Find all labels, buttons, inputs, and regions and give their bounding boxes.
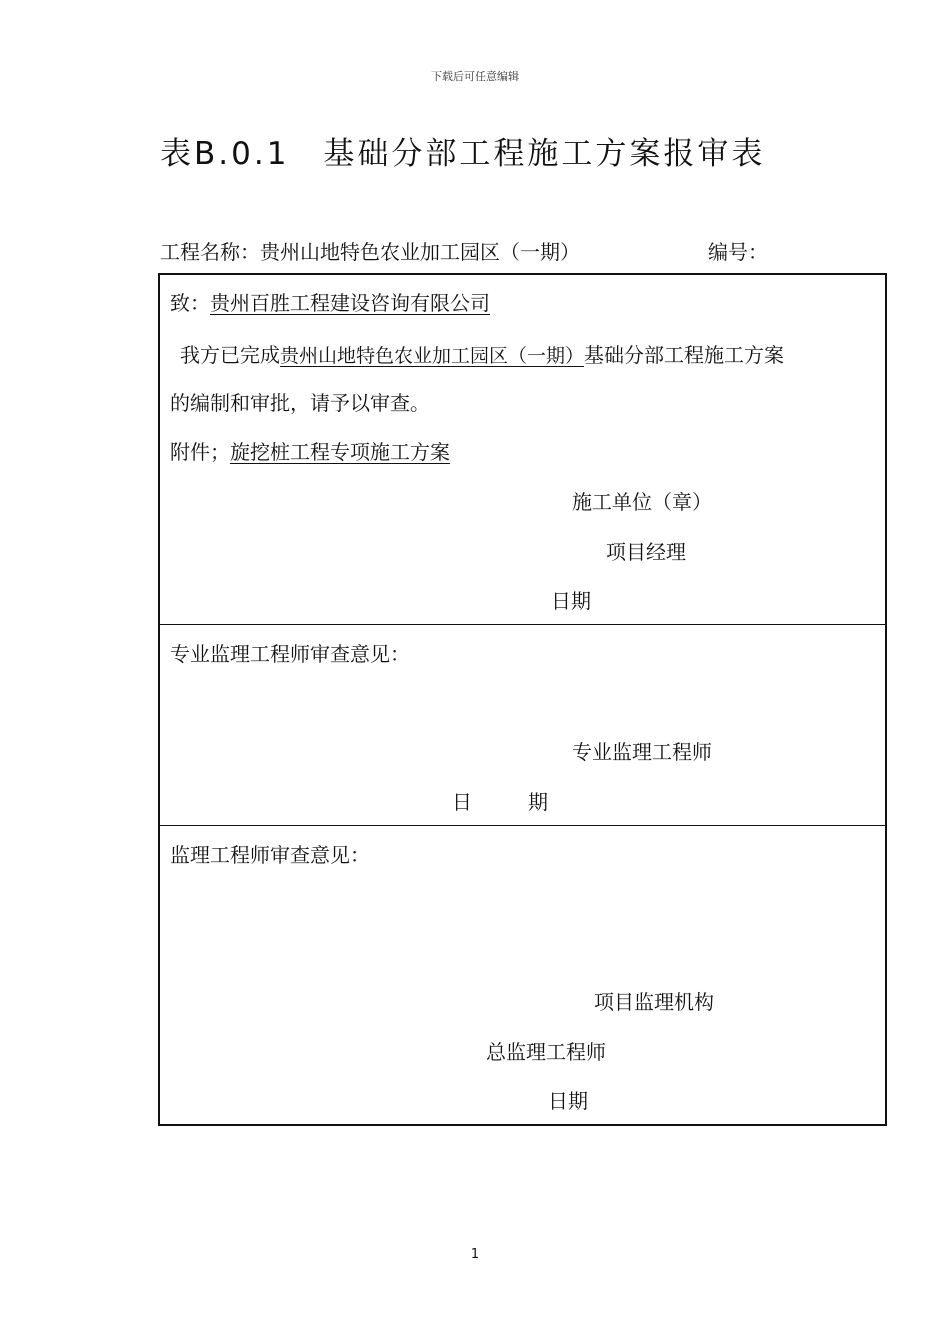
- submission-section: [160, 275, 885, 625]
- supervisor-review-section: [160, 826, 885, 1126]
- specialist-date-period: 期: [528, 790, 548, 814]
- addressee-value: 贵州百胜工程建设咨询有限公司: [210, 291, 490, 315]
- contractor-seal-label: 施工单位（章）: [572, 490, 712, 514]
- submission-date-label: 日期: [551, 589, 591, 613]
- chief-engineer-label: 总监理工程师: [486, 1040, 606, 1064]
- supervisor-date-label: 日期: [548, 1089, 588, 1113]
- completion-statement: [180, 341, 784, 370]
- specialist-engineer-label: 专业监理工程师: [572, 740, 712, 764]
- attachment-label: 附件；: [170, 440, 230, 464]
- project-manager-label: 项目经理: [606, 540, 686, 564]
- number-label: 编号：: [708, 240, 768, 264]
- addressee-line: [170, 289, 490, 317]
- meta-row: [160, 236, 890, 266]
- supervisor-review-heading: 监理工程师审查意见：: [170, 843, 370, 867]
- statement-prefix: 我方已完成: [180, 343, 280, 367]
- header-note: 下载后可任意编辑: [431, 70, 519, 83]
- attachment-line: [170, 438, 450, 466]
- statement-continuation: 的编制和审批，请予以审查。: [170, 391, 430, 415]
- specialist-date-day: 日: [452, 790, 472, 814]
- document-title: 表B.0.1 基础分部工程施工方案报审表: [160, 136, 766, 172]
- statement-suffix: 基础分部工程施工方案: [584, 343, 785, 367]
- statement-project: 贵州山地特色农业加工园区（一期）: [280, 345, 585, 367]
- project-name-field: [160, 236, 580, 265]
- project-label: 工程名称：: [160, 240, 260, 264]
- project-name: 贵州山地特色农业加工园区（一期）: [260, 240, 580, 264]
- specialist-review-section: [160, 625, 885, 826]
- specialist-review-heading: 专业监理工程师审查意见：: [170, 642, 410, 666]
- attachment-value: 旋挖桩工程专项施工方案: [230, 440, 450, 464]
- approval-form-table: [158, 273, 887, 1126]
- supervision-org-label: 项目监理机构: [594, 990, 714, 1014]
- page-number: 1: [470, 1247, 480, 1262]
- addressee-label: 致：: [170, 291, 210, 315]
